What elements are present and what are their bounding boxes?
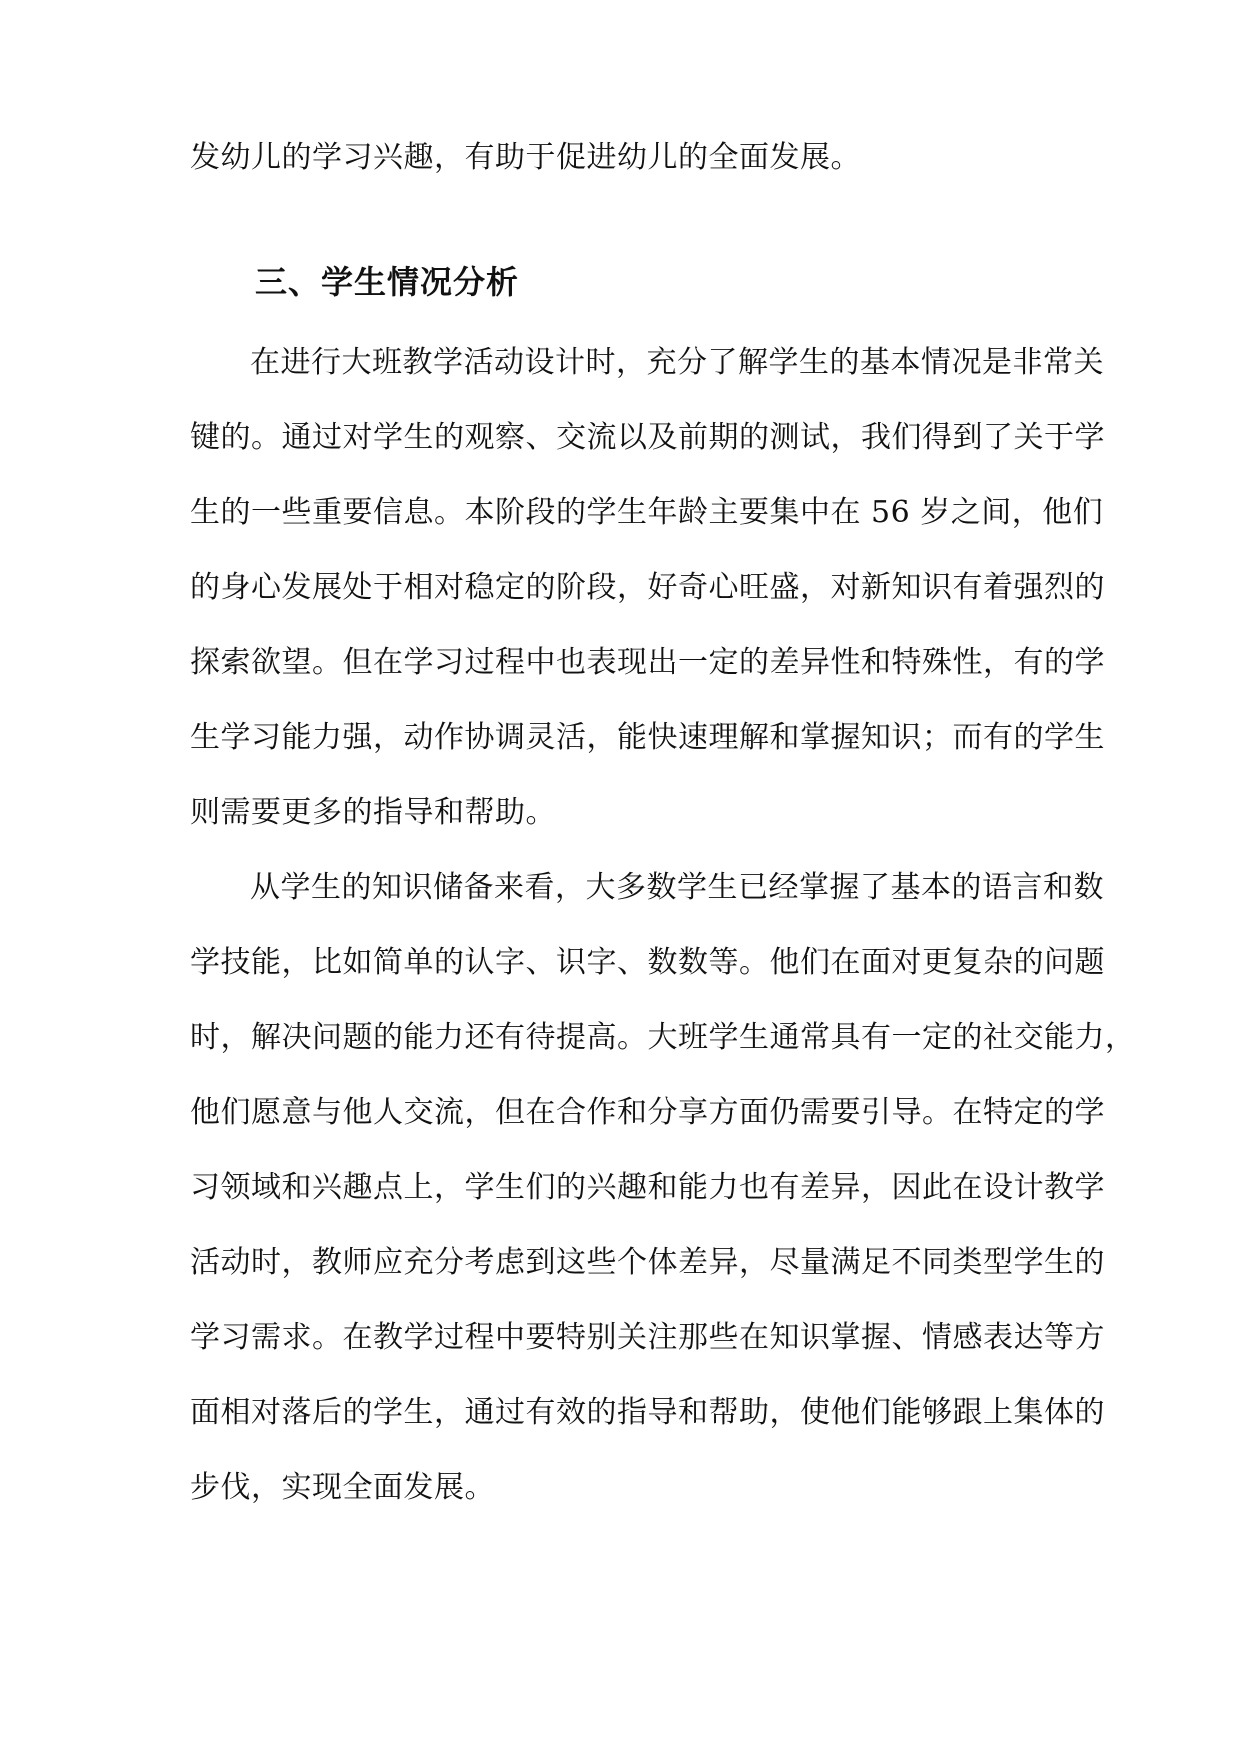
paragraph-2-line: 他们愿意与他人交流，但在合作和分享方面仍需要引导。在特定的学: [190, 1095, 1105, 1130]
paragraph-2-line: 活动时，教师应充分考虑到这些个体差异，尽量满足不同类型学生的: [190, 1245, 1105, 1280]
paragraph-1-line: 键的。通过对学生的观察、交流以及前期的测试，我们得到了关于学: [190, 420, 1105, 455]
paragraph-2-line: 时，解决问题的能力还有待提高。大班学生通常具有一定的社交能力，: [190, 1020, 1136, 1055]
paragraph-1-line: 生的一些重要信息。本阶段的学生年龄主要集中在 56 岁之间，他们: [190, 495, 1104, 530]
paragraph-2-line: 从学生的知识储备来看，大多数学生已经掌握了基本的语言和数: [250, 870, 1104, 905]
paragraph-2-line: 步伐，实现全面发展。: [190, 1470, 495, 1505]
paragraph-2-line: 学习需求。在教学过程中要特别关注那些在知识掌握、情感表达等方: [190, 1320, 1105, 1355]
paragraph-1-line: 探索欲望。但在学习过程中也表现出一定的差异性和特殊性，有的学: [190, 645, 1105, 680]
paragraph-1-line: 在进行大班教学活动设计时，充分了解学生的基本情况是非常关: [250, 345, 1104, 380]
paragraph-2-line: 学技能，比如简单的认字、识字、数数等。他们在面对更复杂的问题: [190, 945, 1105, 980]
paragraph-1-line: 生学习能力强，动作协调灵活，能快速理解和掌握知识；而有的学生: [190, 720, 1105, 755]
paragraph-2-line: 面相对落后的学生，通过有效的指导和帮助，使他们能够跟上集体的: [190, 1395, 1105, 1430]
paragraph-2-line: 习领域和兴趣点上，学生们的兴趣和能力也有差异，因此在设计教学: [190, 1170, 1105, 1205]
section-heading: 三、学生情况分析: [255, 263, 520, 301]
paragraph-1-line: 则需要更多的指导和帮助。: [190, 795, 556, 830]
paragraph-1-line: 的身心发展处于相对稳定的阶段，好奇心旺盛，对新知识有着强烈的: [190, 570, 1105, 605]
intro-line: 发幼儿的学习兴趣，有助于促进幼儿的全面发展。: [190, 140, 861, 175]
